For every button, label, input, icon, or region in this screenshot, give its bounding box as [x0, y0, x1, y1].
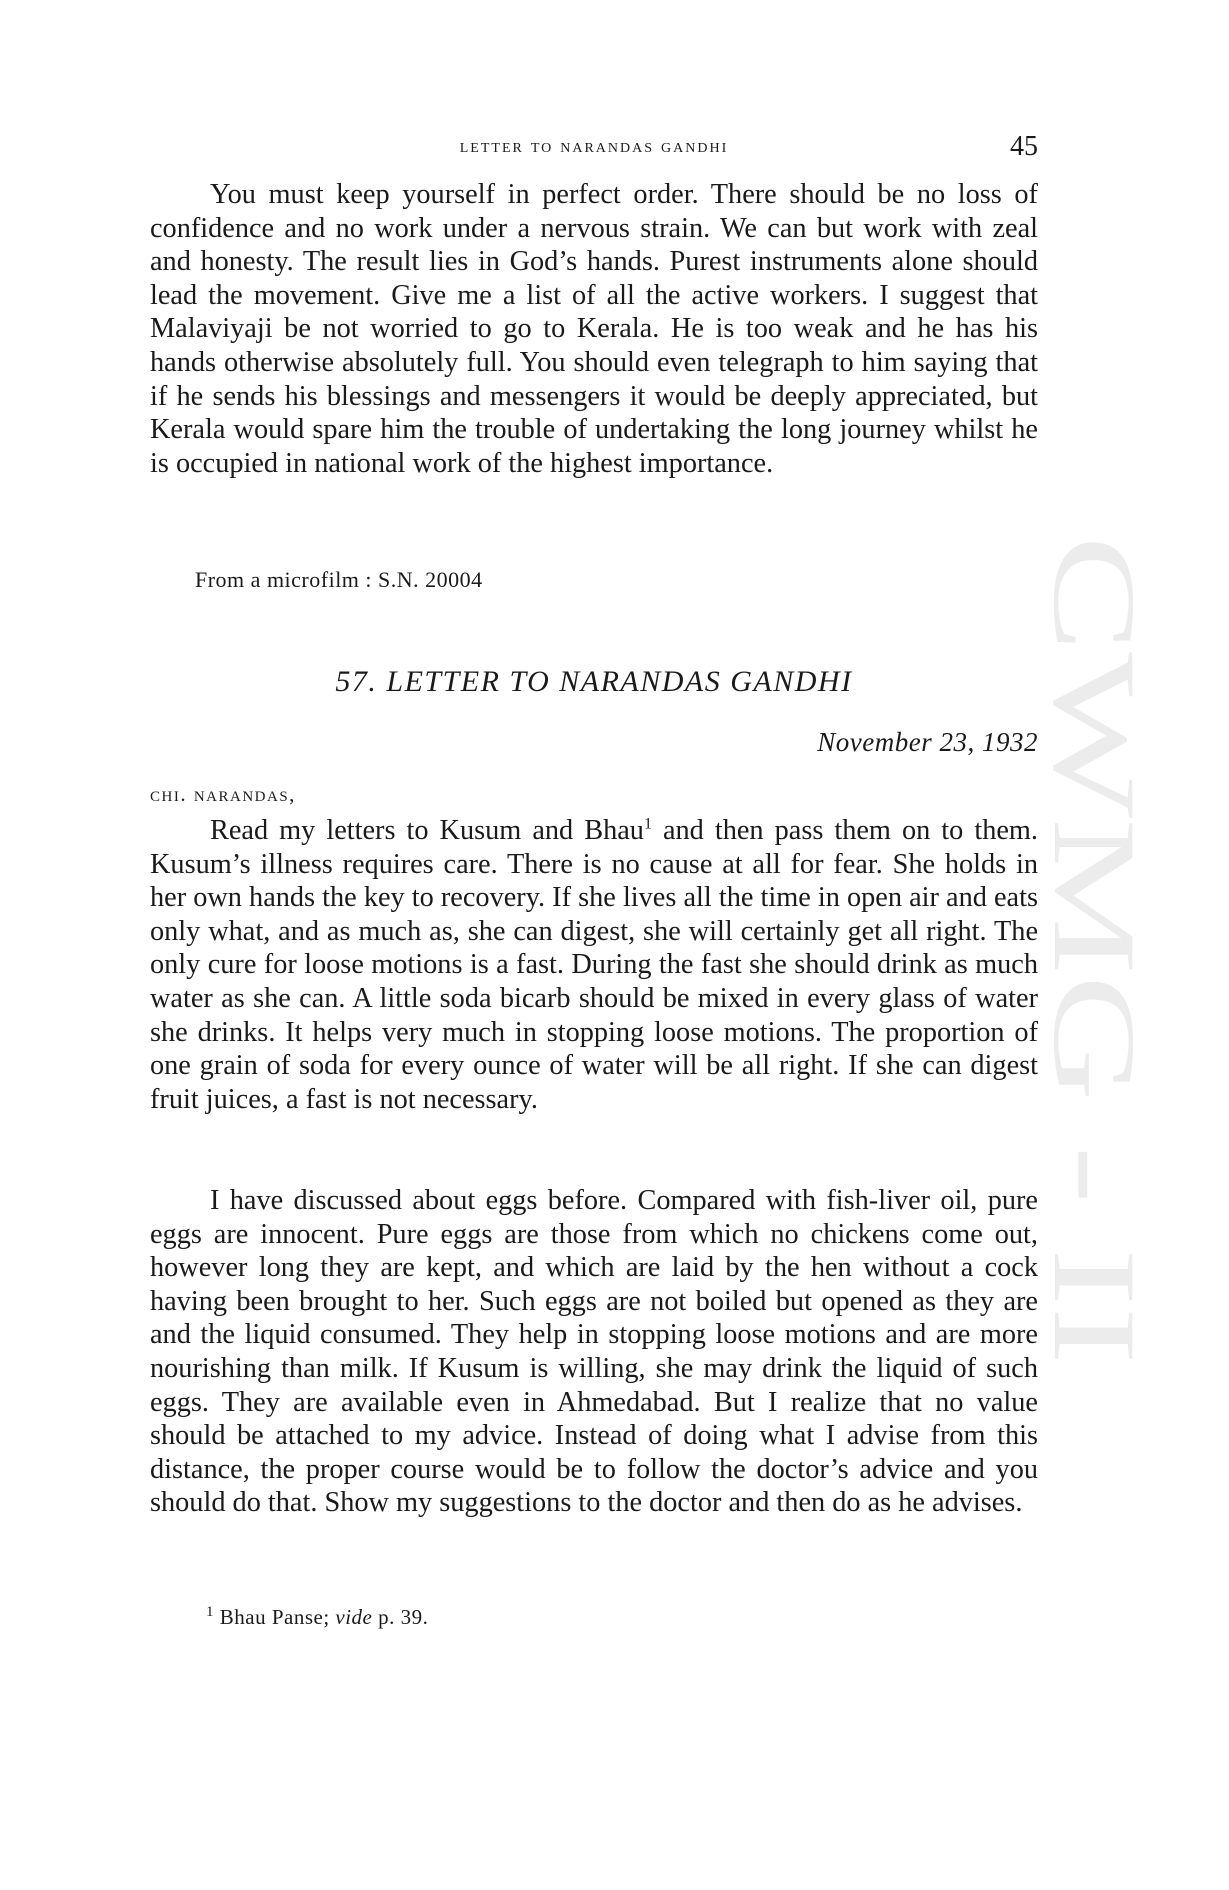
footnote [206, 1605, 428, 1630]
letter-paragraph-2: I have discussed about eggs before. Compared with fish-liver oil, pure eggs are innocent. Pure eggs are those from which no chickens come out, however long they are kept, and which are laid by the hen without a cock having been brought to her. Such eggs are not boiled but opened as they are and the liquid consumed. They help in stopping loose motions and are more nourishing than milk. If Kusum is willing, she may drink the liquid of such eggs. They are available even in Ahmedabad. But I realize that no value should be attached to my advice. Instead of doing what I advise from this distance, the proper course would be to follow the doctor’s advice and you should do that. Show my suggestions to the doctor and then do as he advises. [150, 1185, 1038, 1519]
paragraph-1-text-end: and then pass them on to them. Kusum’s illness requires care. There is no cause at all for fear. She holds in her own hands the key to recovery. If she lives all the time in open air and eats only what, and as much as, she can digest, she will certainly get all right. The only cure for loose motions is a fast. During the fast she should drink as much water as she can. A little soda bicarb should be mixed in every glass of water she drinks. It helps very much in stopping loose motions. The proportion of one grain of soda for every ounce of water will be all right. If she can digest fruit juices, a fast is not necessary. [150, 815, 1038, 1115]
salutation: chi. narandas, [150, 782, 296, 806]
footnote-mark: 1 [206, 1604, 214, 1620]
book-page [150, 0, 1038, 1890]
footnote-italic: vide [335, 1605, 373, 1629]
page-number: 45 [1010, 131, 1038, 162]
paragraph-1-text-start: Read my letters to Kusum and Bhau [210, 815, 644, 846]
footnote-text-end: p. 39. [372, 1605, 429, 1629]
running-header [150, 131, 1038, 167]
running-title: letter to narandas gandhi [459, 135, 729, 157]
document-title: 57. LETTER TO NARANDAS GANDHI [335, 665, 853, 698]
letter-date: November 23, 1932 [817, 727, 1038, 757]
watermark-text: CWMG - II [1029, 535, 1160, 1093]
continuation-paragraph: You must keep yourself in perfect order. There should be no loss of confidence and no work under a nervous strain. We can but work with zeal and honesty. The result lies in God’s hands. Purest instruments alone should lead the movement. Give me a list of all the active workers. I suggest that Malaviyaji be not worried to go to Kerala. He is too weak and he has his hands otherwise absolutely full. You should even telegraph to him saying that if he sends his blessings and messengers it would be deeply appreciated, but Kerala would spare him the trouble of undertaking the long journey whilst he is occupied in national work of the highest importance. [150, 179, 1038, 479]
source-citation: From a microfilm : S.N. 20004 [195, 567, 483, 592]
footnote-reference[interactable]: 1 [643, 815, 652, 833]
letter-paragraph-1 [150, 814, 1038, 1116]
footnote-text-start: Bhau Panse; [219, 1605, 336, 1629]
watermark [1000, 535, 1160, 1365]
